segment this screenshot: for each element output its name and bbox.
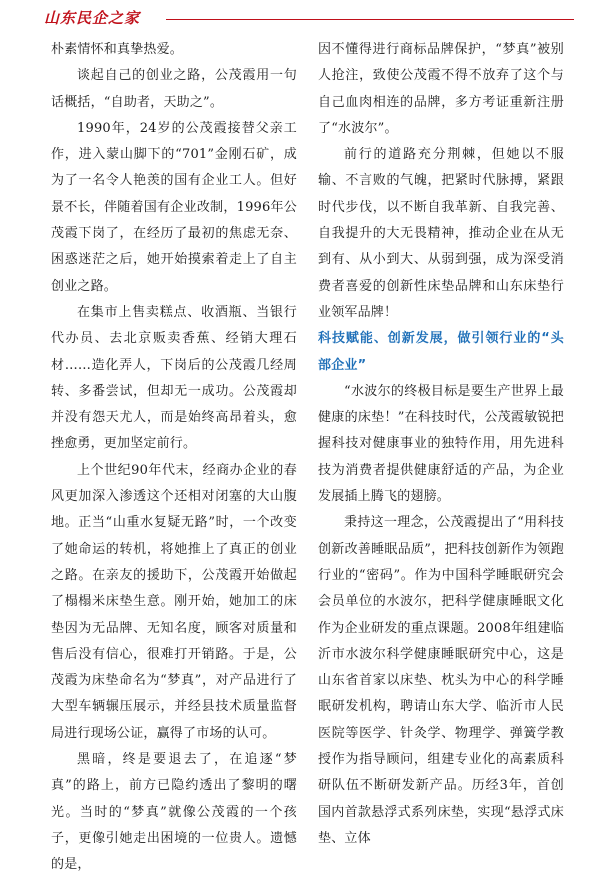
- section-subheading: 科技赋能、创新发展，做引领行业的“头部企业”: [318, 331, 564, 373]
- article-paragraph: 1990年，24岁的公茂霞接替父亲工作，进入蒙山脚下的“701”金刚石矿，成为了一名令人艳羡的国有企业工人。但好景不长，伴随着国有企业改制，1996年公茂霞下岗了，在经历了最初的焦虑无奈、困惑迷茫之后，她开始摸索着走上了自主创业之路。: [51, 120, 297, 294]
- article-paragraph: 上个世纪90年代末，经商办企业的春风更加深入渗透这个还相对闭塞的大山腹地。正当“山重水复疑无路”时，一个改变了她命运的转机，将她推上了真正的创业之路。在亲友的援助下，公茂霞开始做起了榻榻米床垫生意。刚开始，她加工的床垫因为无品牌、无知名度，顾客对质量和售后没有信心，很难打开销路。于是，公茂霞为床垫命名为“梦真”，对产品进行了大型车辆辗压展示，并经县技术质量监督局进行现场公证，赢得了市场的认可。: [51, 462, 297, 741]
- article-paragraph: 因不懂得进行商标品牌保护，“梦真”被别人抢注，致使公茂霞不得不放弃了这个与自己血肉相连的品牌，多方考证重新注册了“水波尔”。: [318, 42, 564, 136]
- header-rule: [166, 19, 574, 20]
- article-paragraph: 谈起自己的创业之路，公茂霞用一句话概括，“自助者，天助之”。: [51, 68, 297, 110]
- left-column: [51, 37, 297, 879]
- right-column: [318, 37, 564, 852]
- article-paragraph: 秉持这一理念，公茂霞提出了“用科技创新改善睡眠品质”，把科技创新作为领跑行业的“密码”。作为中国科学睡眠研究会会员单位的水波尔，把科学健康睡眠文化作为企业研发的重点课题。2008年组建临沂市水波尔科学健康睡眠研究中心，这是山东省首家以床垫、枕头为中心的科学睡眠研发机构，聘请山东大学、临沂市人民医院等医学、针灸学、物理学、弹簧学教授作为指导顾问，组建专业化的高素质科研队伍不断研发新产品。历经3年，首创国内首款悬浮式系列床垫，实现“悬浮式床垫、立体: [318, 515, 564, 846]
- article-paragraph: 前行的道路充分荆棘，但她以不服输、不言败的气魄，把紧时代脉搏，紧跟时代步伐，以不断自我革新、自我完善、自我提升的大无畏精神，推动企业在从无到有、从小到大、从弱到强，成为深受消费者喜爱的创新性床垫品牌和山东床垫行业领军品牌！: [318, 147, 564, 320]
- article-paragraph: 朴素情怀和真挚热爱。: [51, 42, 184, 57]
- article-paragraph: 在集市上售卖糕点、收酒瓶、当银行代办员、去北京贩卖香蕉、经销大理石材……造化弄人，下岗后的公茂霞几经周转、多番尝试，但却无一成功。公茂霞却并没有怨天尤人，而是始终高昂着头，愈挫愈勇，更加坚定前行。: [51, 304, 297, 452]
- page-header: [44, 8, 574, 30]
- article-paragraph: 黑暗，终是要退去了，在追逐“梦真”的路上，前方已隐约透出了黎明的曙光。当时的“梦真”就像公茂霞的一个孩子，更像引她走出困境的一位贵人。遗憾的是，: [51, 752, 297, 873]
- magazine-logo: 山东民企之家: [44, 9, 141, 27]
- article-paragraph: “水波尔的终极目标是要生产世界上最健康的床垫！”在科技时代，公茂霞敏锐把握科技对健康事业的独特作用，用先进科技为消费者提供健康舒适的产品，为企业发展插上腾飞的翅膀。: [318, 383, 564, 505]
